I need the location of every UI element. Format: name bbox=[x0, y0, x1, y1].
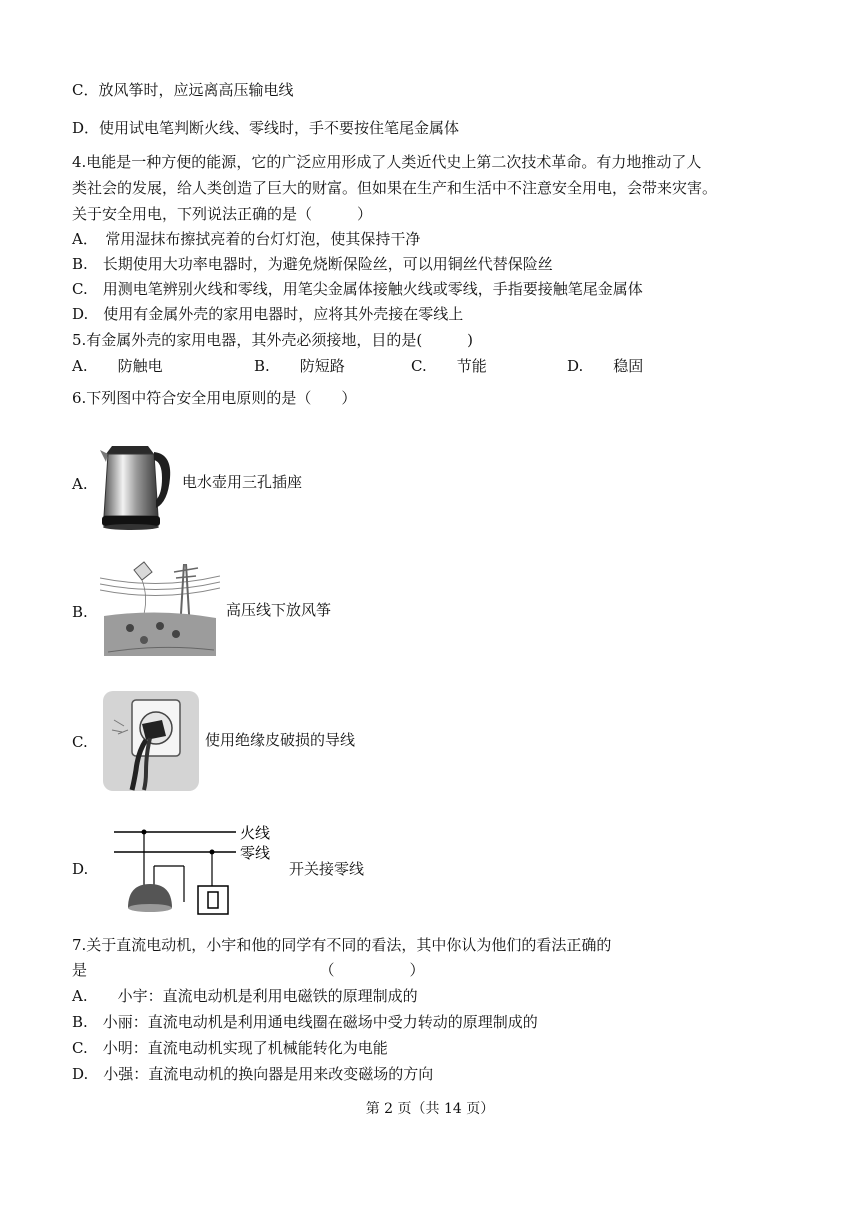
q7-stem-line-2: 是 （ ） bbox=[72, 961, 425, 979]
switch-on-neutral-circuit-image bbox=[108, 820, 284, 918]
q7-stem-line-1: 7.关于直流电动机，小宇和他的同学有不同的看法，其中你认为他们的看法正确的 bbox=[72, 936, 612, 954]
q4-stem-line-1: 4.电能是一种方便的能源，它的广泛应用形成了人类近代史上第二次技术革命。有力地推动了人 bbox=[72, 153, 702, 171]
q7-option-d: D. 小强：直流电动机的换向器是用来改变磁场的方向 bbox=[72, 1065, 434, 1083]
q7-option-a: A. 小宇：直流电动机是利用电磁铁的原理制成的 bbox=[72, 987, 418, 1005]
q6-option-a-letter: A. bbox=[72, 475, 88, 493]
q4-option-b: B. 长期使用大功率电器时，为避免烧断保险丝，可以用铜丝代替保险丝 bbox=[72, 255, 553, 273]
electric-kettle-image bbox=[96, 432, 176, 532]
q4-stem-line-2: 类社会的发展，给人类创造了巨大的财富。但如果在生产和生活中不注意安全用电，会带来灾害。 bbox=[72, 179, 718, 197]
q4-stem-line-3: 关于安全用电，下列说法正确的是（ ） bbox=[72, 205, 373, 223]
q6-stem: 6.下列图中符合安全用电原则的是（ ） bbox=[72, 389, 357, 407]
q5-option-b: B. 防短路 bbox=[254, 357, 345, 375]
page-footer: 第 2 页（共 14 页） bbox=[365, 1101, 495, 1117]
q6-option-d-text: 开关接零线 bbox=[289, 860, 365, 878]
fire-wire-label: 火线 bbox=[240, 824, 271, 842]
q5-options bbox=[72, 354, 643, 378]
q5-option-c: C. 节能 bbox=[411, 357, 487, 375]
q4-option-d: D. 使用有金属外壳的家用电器时，应将其外壳接在零线上 bbox=[72, 305, 464, 323]
q3-option-c: C．放风筝时，应远离高压输电线 bbox=[72, 81, 294, 99]
q6-option-d-letter: D. bbox=[72, 860, 89, 878]
q4-option-c: C. 用测电笔辨别火线和零线，用笔尖金属体接触火线或零线，手指要接触笔尾金属体 bbox=[72, 280, 643, 298]
q6-option-c-letter: C. bbox=[72, 733, 88, 751]
damaged-wire-socket-image bbox=[102, 690, 200, 792]
q5-option-d: D. 稳固 bbox=[567, 357, 644, 375]
q4-option-a: A． 常用湿抹布擦拭亮着的台灯灯泡，使其保持干净 bbox=[72, 230, 421, 248]
kite-under-power-line-image bbox=[100, 556, 220, 658]
q6-option-b-text: 高压线下放风筝 bbox=[226, 601, 332, 619]
q7-option-c: C. 小明：直流电动机实现了机械能转化为电能 bbox=[72, 1039, 388, 1057]
q6-option-c-text: 使用绝缘皮破损的导线 bbox=[205, 731, 356, 749]
q7-option-b: B. 小丽：直流电动机是利用通电线圈在磁场中受力转动的原理制成的 bbox=[72, 1013, 538, 1031]
neutral-wire-label: 零线 bbox=[240, 844, 271, 862]
q6-option-a-text: 电水壶用三孔插座 bbox=[182, 473, 303, 491]
q5-option-a: A. 防触电 bbox=[72, 357, 163, 375]
q3-option-d: D．使用试电笔判断火线、零线时，手不要按住笔尾金属体 bbox=[72, 119, 460, 137]
q5-stem: 5.有金属外壳的家用电器，其外壳必须接地，目的是( ) bbox=[72, 331, 474, 349]
q6-option-b-letter: B. bbox=[72, 603, 88, 621]
